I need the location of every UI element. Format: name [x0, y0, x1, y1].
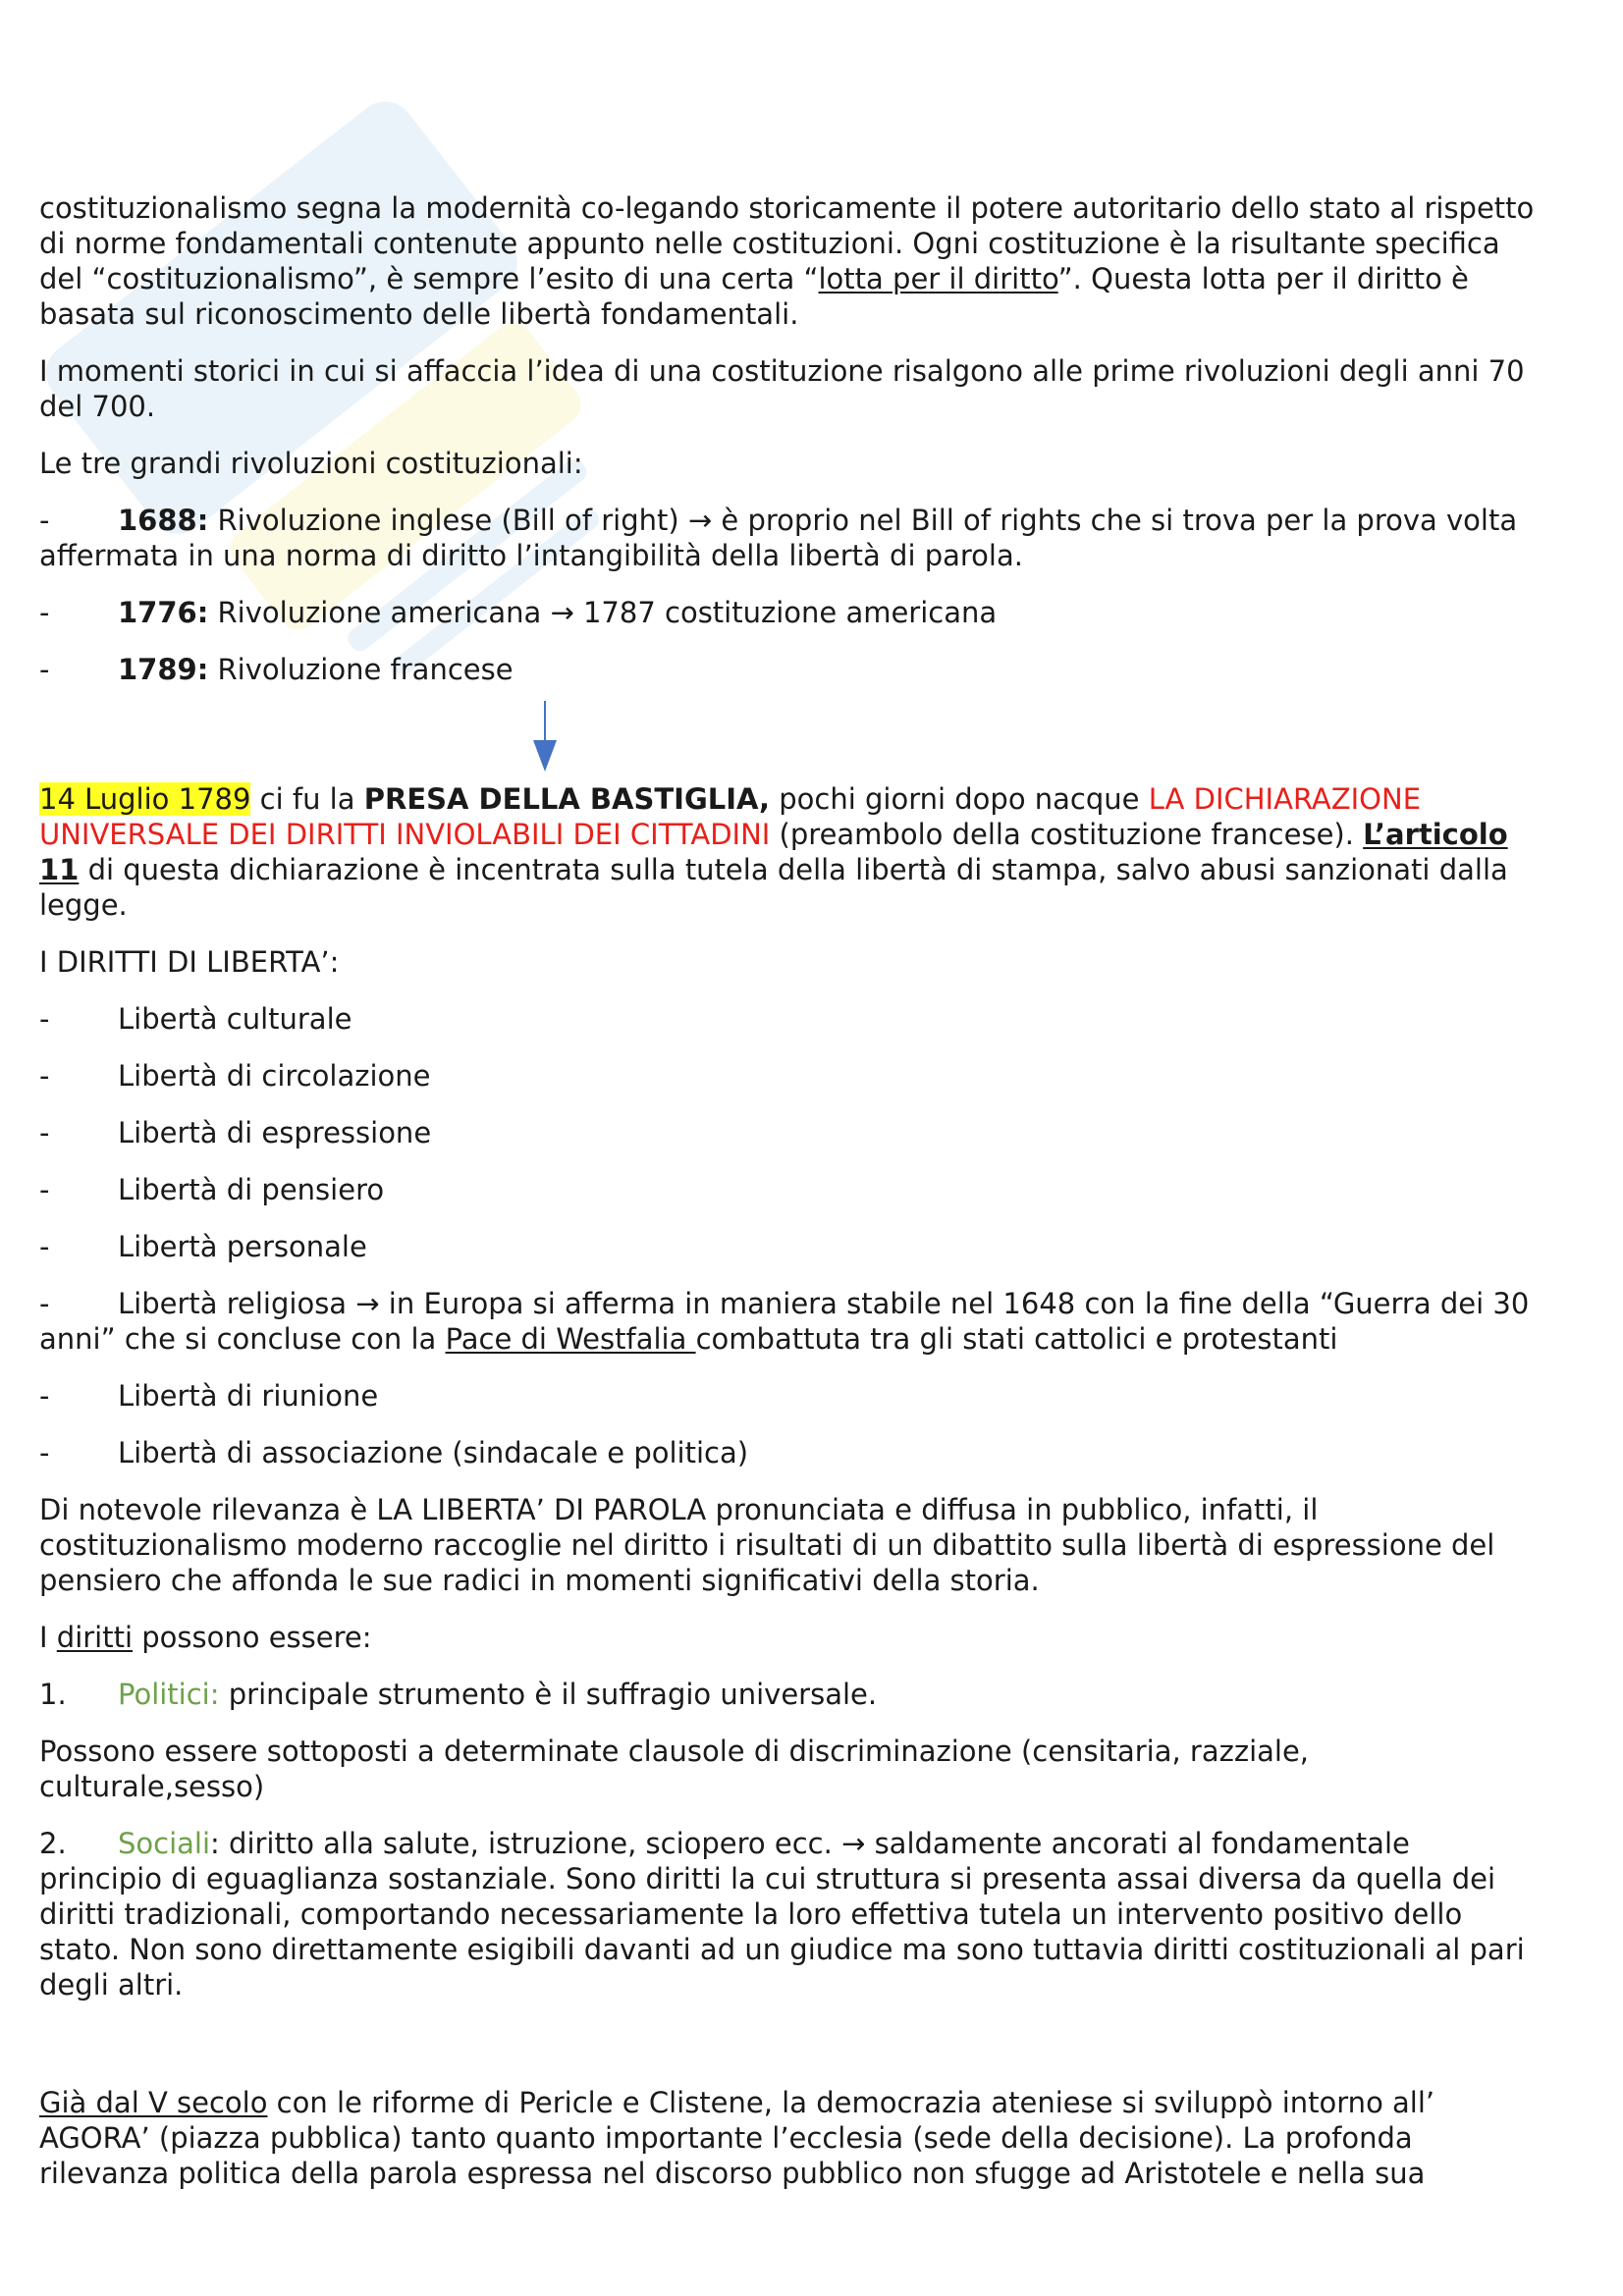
underlined-text: lotta per il diritto: [818, 262, 1058, 295]
list-item: - Libertà di associazione (sindacale e politica): [39, 1436, 749, 1469]
down-arrow-icon: [530, 701, 560, 774]
paragraph-diritti: I diritti possono essere:: [39, 1621, 372, 1654]
list-item: - Libertà di circolazione: [39, 1059, 431, 1093]
paragraph-rivoluzioni-heading: Le tre grandi rivoluzioni costituzionali:: [39, 447, 583, 480]
list-item: - Libertà personale: [39, 1230, 367, 1263]
list-item: - Libertà di espressione: [39, 1116, 432, 1149]
paragraph-liberta-parola: Di notevole rilevanza è LA LIBERTA’ DI PAROLA pronunciata e diffusa in pubblico, infatti, il costituzionalismo moderno raccoglie nel diritto i risultati di un dibattito sulla libertà di espressione del pensiero che affonda le sue radici in momenti significativi della storia.: [39, 1493, 1495, 1597]
highlighted-date: 14 Luglio 1789: [39, 782, 251, 816]
paragraph-momenti-storici: I momenti storici in cui si affaccia l’idea di una costituzione risalgono alle prime rivoluzioni degli anni 70 del 700.: [39, 354, 1525, 423]
list-item: - 1688: Rivoluzione inglese (Bill of right) → è proprio nel Bill of rights che si trova per la prova volta affermata in una norma di diritto l’intangibilità della libertà di parola.: [39, 504, 1518, 572]
list-item: - Libertà di pensiero: [39, 1173, 385, 1206]
red-text: LA DICHIARAZIONE UNIVERSALE DEI DIRITTI INVIOLABILI DEI CITTADINI: [39, 782, 1422, 851]
numbered-item-politici: 1. Politici: principale strumento è il suffragio universale.: [39, 1678, 878, 1711]
article-ref: L’articolo 11: [39, 818, 1508, 886]
paragraph-bastiglia: 14 Luglio 1789 ci fu la PRESA DELLA BASTIGLIA, pochi giorni dopo nacque LA DICHIARAZIONE UNIVERSALE DEI DIRITTI INVIOLABILI DEI CITTADINI (preambolo della costituzione francese). L’articolo 11 di questa dichiarazione è incentrata sulla tutela della libertà di stampa, salvo abusi sanzionati dalla legge.: [39, 782, 1508, 922]
paragraph-costituzionalismo: costituzionalismo segna la modernità co-legando storicamente il potere autoritario dello stato al rispetto di norme fondamentali contenute appunto nelle costituzioni. Ogni costituzione è la risultante specifica del “costituzionalismo”, è sempre l’esito di una certa “lotta per il diritto”. Questa lotta per il diritto è basata sul riconoscimento delle libertà fondamentali.: [39, 191, 1535, 331]
list-item: - Libertà religiosa → in Europa si afferma in maniera stabile nel 1648 con la fine della “Guerra dei 30 anni” che si concluse con la Pace di Westfalia combattuta tra gli stati cattolici e protestanti: [39, 1287, 1530, 1356]
document-page: [39, 190, 1537, 2213]
paragraph-diritti-liberta: I DIRITTI DI LIBERTA’:: [39, 945, 340, 979]
list-item: - Libertà di riunione: [39, 1379, 379, 1413]
list-item: - Libertà culturale: [39, 1002, 352, 1036]
numbered-item-sociali: 2. Sociali: diritto alla salute, istruzione, sciopero ecc. → saldamente ancorati al fondamentale principio di eguaglianza sostanziale. Sono diritti la cui struttura si presenta assai diversa da quella dei diritti tradizionali, comportando necessariamente la loro effettiva tutela un intervento positivo dello stato. Non sono direttamente esigibili davanti ad un giudice ma sono tuttavia diritti costituzionali al pari degli altri.: [39, 1827, 1525, 2002]
list-item: - 1789: Rivoluzione francese: [39, 653, 514, 686]
list-item: - 1776: Rivoluzione americana → 1787 costituzione americana: [39, 596, 998, 629]
paragraph-clausole: Possono essere sottoposti a determinate clausole di discriminazione (censitaria, razziale, culturale,sesso): [39, 1735, 1310, 1803]
paragraph-agora: Già dal V secolo con le riforme di Pericle e Clistene, la democrazia ateniese si sviluppò intorno all’ AGORA’ (piazza pubblica) tanto quanto importante l’ecclesia (sede della decisione). La profonda rilevanza politica della parola espressa nel discorso pubblico non sfugge ad Aristotele e nella sua: [39, 2086, 1435, 2190]
